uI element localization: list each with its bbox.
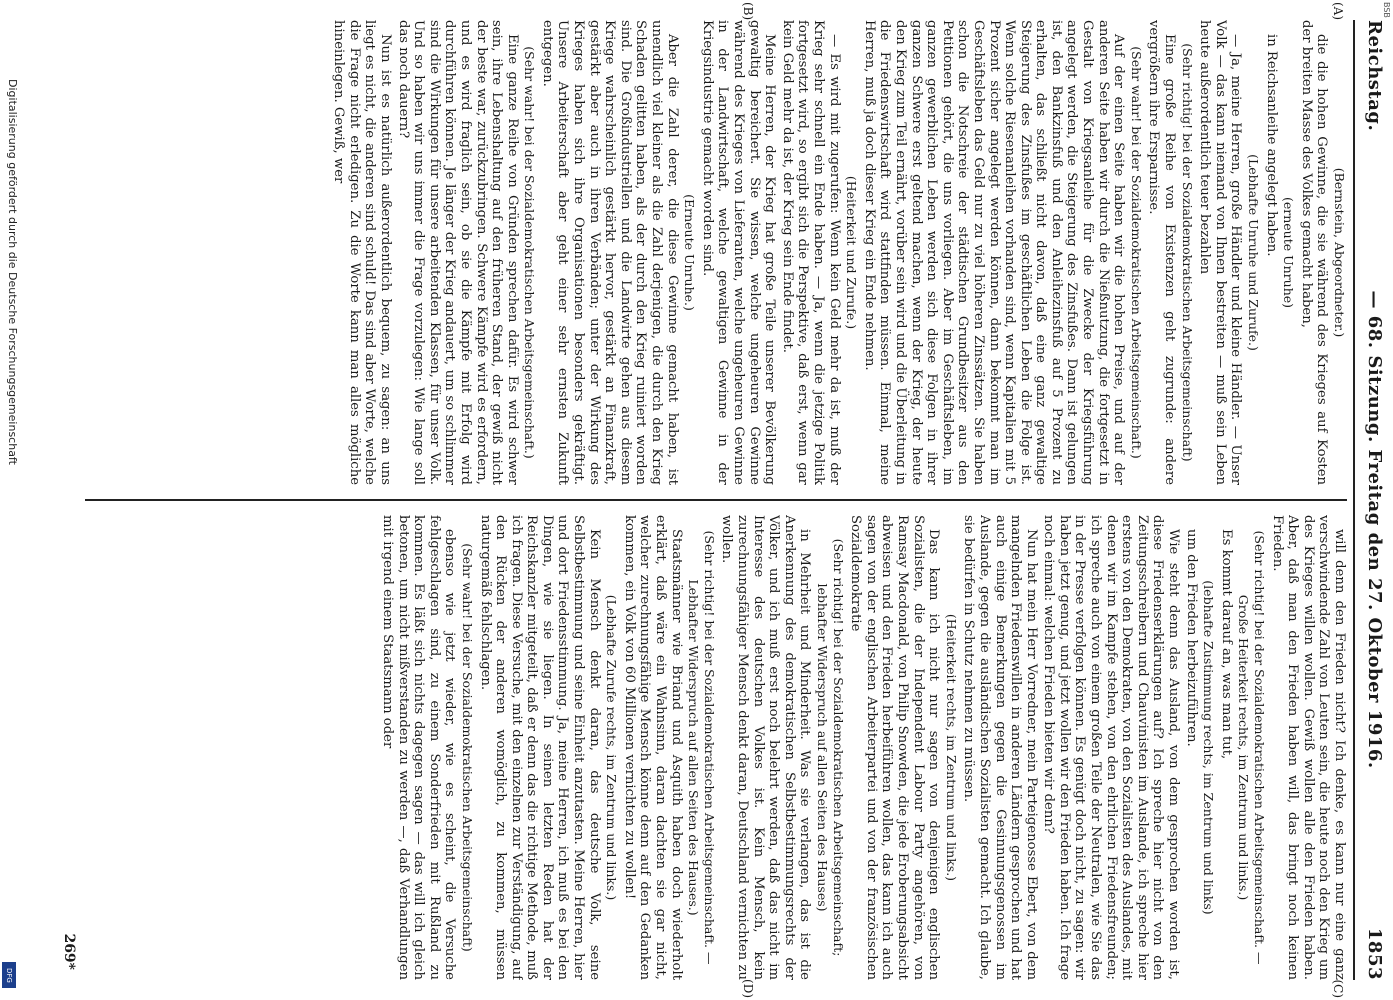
paragraph: (Erneute Unruhe.) [682, 194, 698, 311]
paragraph: (Sehr wahr! bei der Sozialdemokratischen Arbeitsgemeinschaft.) [522, 46, 538, 459]
margin-marker-a: (A) [1331, 2, 1345, 21]
dfg-logo: DFG [2, 962, 16, 988]
paragraph: um den Frieden herbeizuführen. [1183, 529, 1199, 747]
right-column [85, 515, 1347, 980]
paragraph: die die hohen Gewinne, die sie während des Krieges auf Kosten der breiten Masse des Volkes gemacht haben, [1298, 20, 1330, 485]
paragraph: Aber die Zahl derer, die diese Gewinne gemacht haben, ist unendlich viel kleiner als die Zahl derjenigen, die durch den Krieg Schaden gelitten haben, als der durch den Krieg ruiniert worden sind. Die Großindustriellen und die Landwirte gehen aus diesem Kriege wahrscheinlich gestärkt hervor, gestärkt an Finanzkraft, gestärkt aber auch in ihren Verbänden; unter der Wirkung des Krieges haben sich ihre Organisationen besonders gekräftigt. Unsere Arbeiterschaft aber geht einer sehr ernsten Zukunft entgegen. [539, 20, 680, 485]
paragraph: — Ja, meine Herren, große Händler und kleine Händler. — Unser Volk — das kann niemand von Ihnen bestreiten — muß sein Leben heute außerordentlich teuer bezahlen [1197, 20, 1244, 485]
paragraph: (Sehr richtig! bei der Sozialdemokratischen Arbeitsgemeinschaft) [1179, 43, 1195, 462]
paragraph: (Sehr richtig! bei der Sozialdemokratischen Arbeitsgemeinschaft; lebhafter Widerspruch auf allen Seiten des Hauses) [815, 538, 846, 957]
signature-mark: 269* [61, 933, 77, 970]
paragraph: — Es wird mit zugerufen: Wenn kein Geld mehr da ist, muß der Krieg sehr schnell ein Ende haben. — Ja, wenn die jetzige Politik fortgesetzt wird, so ergibt sich die Perspektive, daß erst, wenn gar kein Geld mehr da ist, der Krieg sein Ende findet. [779, 20, 842, 485]
margin-marker-c: (C) [1331, 979, 1345, 998]
paragraph: (Sehr richtig! bei der Sozialdemokratischen Arbeitsgemeinschaft. — Lebhafter Widerspruch auf allen Seiten des Hauses.) [686, 530, 717, 965]
paragraph: Eine ganze Reihe von Gründen sprechen dafür. Es wird schwer sein, ihre Lebenshaltung auf den früheren Stand, der gewiß nicht der beste war, zurückzubringen. Schwere Kämpfe wird es erfordern, und es wird fraglich sein, ob sie die Kämpfe mit Erfolg wird durchführen können. Je länger der Krieg andauert, um so schlimmer sind die Wirkungen für unsere arbeitenden Klassen, für unser Volk. Und so haben wir uns immer die Frage vorzulegen: Wie lange soll das noch dauern? [395, 20, 520, 485]
paragraph: (Sehr wahr! bei der Sozialdemokratischen Arbeitsgemeinschaft.) [1128, 46, 1144, 459]
paragraph: (Heiterkeit rechts, im Zentrum und links.) [943, 613, 959, 882]
text-columns [85, 20, 1347, 980]
left-column [85, 20, 1347, 485]
paragraph: (erneute Unruhe) [1281, 196, 1297, 309]
margin-marker-b: (B) [741, 2, 755, 21]
paragraph: Staatsmänner wie Briand und Asquith haben doch wiederholt erklärt, daß wäre ein Wahnsinn, daran dachten sie gar nicht, welcher zurechnungsfähige Mensch könne denn auf den Gedanken kommen, ein Volk von 60 Millionen vernichten zu wollen! [621, 515, 684, 980]
paragraph: Kein Mensch denkt daran, das deutsche Volk, seine Selbstbestimmung und seine Einheit anzutasten. Meine Herren, hier und dort Friedensstimmung. Ja, meine Herren, ich muß es bei den Dingen, wie sie liegen. In seinen letzten Reden hat der Reichskanzler mitgeteilt, daß er denn das die richtige Methode, muß ich fragen. Diese Versuche, mit den einzelnen zur Verständigung, auf den Rücken der anderen womöglich, zu kommen, müssen naturgemäß fehlschlagen. [477, 515, 602, 980]
left-margin [0, 0, 18, 1000]
margin-marker-d: (D) [741, 979, 755, 998]
paragraph: will denn den Frieden nicht? Ich denke, es kann nur eine ganz verschwindende Zahl von Leuten sein, die heute noch den Krieg um des Krieges willen wollen. Gewiß wollen alle den Frieden haben. Aber, daß man den Frieden haben will, das bringt noch keinen Frieden. [1269, 515, 1347, 980]
paragraph: ebenso wie jetzt wieder, wie es scheint, die Versuche fehlgeschlagen sind, zu einem Sonderfrieden mit Rußland zu kommen. Es läßt sich nichts dagegen sagen — das will ich gleich betonen, um nicht mißverstanden zu werden —, daß Verhandlungen mit irgend einem Staatsmann oder [379, 515, 458, 980]
paragraph: in Mehrheit und Minderheit. Was sie verlangen, das ist die Anerkennung des demokratischen Selbstbestimmungsrechts der Völker, und ich muß erst noch belehrt werden, daß das nicht im Interesse des deutschen Volkes ist. Kein Mensch, kein zurechnungsfähiger Mensch denkt daran, Deutschland vernichten zu wollen. [719, 515, 813, 980]
bsb-logo: BSB [1382, 2, 1391, 18]
paragraph: Nun hat mein Herr Vorredner, mein Parteigenosse Ebert, von dem mangelnden Friedenswillen in anderen Ländern gesprochen und hat auch einige Bemerkungen gegen die Gesinnungsgenossen im Auslande, gegen die ausländischen Sozialisten gemacht. Ich glaube, sie bedürfen in Schutz nehmen zu müssen. [961, 515, 1039, 980]
paragraph: Eine große Reihe von Existenzen geht zugrunde: andere vergrößern ihre Ersparnisse. [1146, 20, 1178, 485]
header-left: Reichstag. [1364, 20, 1386, 132]
rotated-print [55, 0, 1393, 1000]
paragraph: (Lebhafte Unruhe und Zurufe.) [1246, 154, 1262, 351]
column-divider [85, 499, 1347, 501]
header-center: — 68. Sitzung. Freitag den 27. Oktober 1916. [1364, 290, 1386, 769]
paragraph: Nun ist es natürlich außerordentlich bequem, zu sagen: an uns liegt es nicht, die anderen sind schuld! Das sind aber Worte, welche die Frage nicht erledigen. Zu die Worte kann man alles mögliche hineinlegen. Gewiß, wer [331, 20, 393, 485]
page-number: 1853 [1364, 927, 1386, 980]
paragraph: Auf der einen Seite haben wir die hohen Preise, und auf der anderen Seite haben wir durch die Nießnutzung, die fortgesetzt in Gestalt von Kriegsanleihe für die Zwecke der Kriegsführung angelegt werden, die Steigerung des Zinsfußes. Dann ist gelungen ist, den Bankzinsfuß und den Anleihezinsfuß auf 5 Prozent zu erhalten, das schließt nicht davon, daß eine ganz gewaltige Steigerung des Zinsfußes im geschäftlichen Leben die Folge ist. Wenn solche Riesenanleihen vorhanden sind, wenn Kapitalien mit 5 Prozent sicher angelegt werden können, dann bekommt man im Geschäftsleben das Geld nur zu viel höheren Zinssätzen. Sie haben schon die Notschreie der städtischen Grundbesitzer aus den Petitionen gehört, die uns vorliegen. Aber im Geschäftsleben, im ganzen gewerblichen Leben werden sich diese Folgen in ihrer ganzen Schwere erst geltend machen, wenn der Krieg, der heute den Krieg zum Teil ernährt, vorüber sein wird und die Überleitung in die Friedenswirtschaft wird stattfinden müssen. Einmal, meine Herren, muß ja doch dieser Krieg ein Ende nehmen. [861, 20, 1127, 485]
paragraph: Wie steht denn das Ausland, von dem gesprochen worden ist, diese Friedenserklärungen auf? Ich spreche hier nicht von den Zeitungsschreibern und Chauvinisten im Auslande, ich spreche hier erstens von den Demokraten, von den Sozialisten des Auslandes, mit denen wir im Kampfe stehen, von den ehrlichen Friedensfreunden; ich spreche auch von einem großen Teile der Neutralen, wie Sie das in der Presse verfolgen können. Es genügt doch nicht, zu sagen: wir haben jetzt genug, und jetzt wollen wir den Frieden haben. Ich frage noch einmal: welchen Frieden bieten wir denn? [1041, 515, 1182, 980]
paragraph: (Sehr wahr! bei der Sozialdemokratischen Arbeitsgemeinschaft) [459, 543, 475, 952]
paragraph: (Lebhafte Zurufe rechts, im Zentrum und links.) [604, 594, 620, 901]
paragraph: (Bernstein, Abgeordneter.) [1332, 167, 1347, 338]
paragraph: Das kann ich nicht nur sagen von denjenigen englischen Sozialisten, die der Independent Labour Party angehören, von Ramsay Macdonald, von Philip Snowden, die jede Eroberungsabsicht abweisen und den Frieden herbeiführen wollen, das kann ich auch sagen von der englischen Arbeiterpartei und von der französischen Sozialdemokratie [848, 515, 942, 980]
paragraph: in Reichsanleihe angelegt haben. [1263, 34, 1279, 257]
digitization-credit: Digitalisierung gefördert durch die Deutsche Forschungsgemeinschaft [6, 79, 19, 465]
paragraph: (Heiterkeit und Zurufe.) [844, 175, 860, 330]
paragraph: Es kommt darauf an, was man tut, [1218, 529, 1234, 760]
paragraph: Meine Herren, der Krieg hat große Teile unserer Bevölkerung gewaltig bereichert. Sie wissen, welche ungeheuren Gewinne während des Krieges von Lieferanten, welche ungeheuren Gewinne in der Landwirtschaft, welche gewaltigen Gewinne in der Kriegsindustrie gemacht worden sind. [699, 20, 778, 485]
paragraph: (Sehr richtig! bei der Sozialdemokratischen Arbeitsgemeinschaft. — Große Heiterkeit rechts, im Zentrum und links.) [1236, 530, 1268, 965]
page-header [1353, 20, 1393, 980]
paragraph: (lebhafte Zustimmung rechts, im Zentrum und links) [1201, 580, 1217, 915]
